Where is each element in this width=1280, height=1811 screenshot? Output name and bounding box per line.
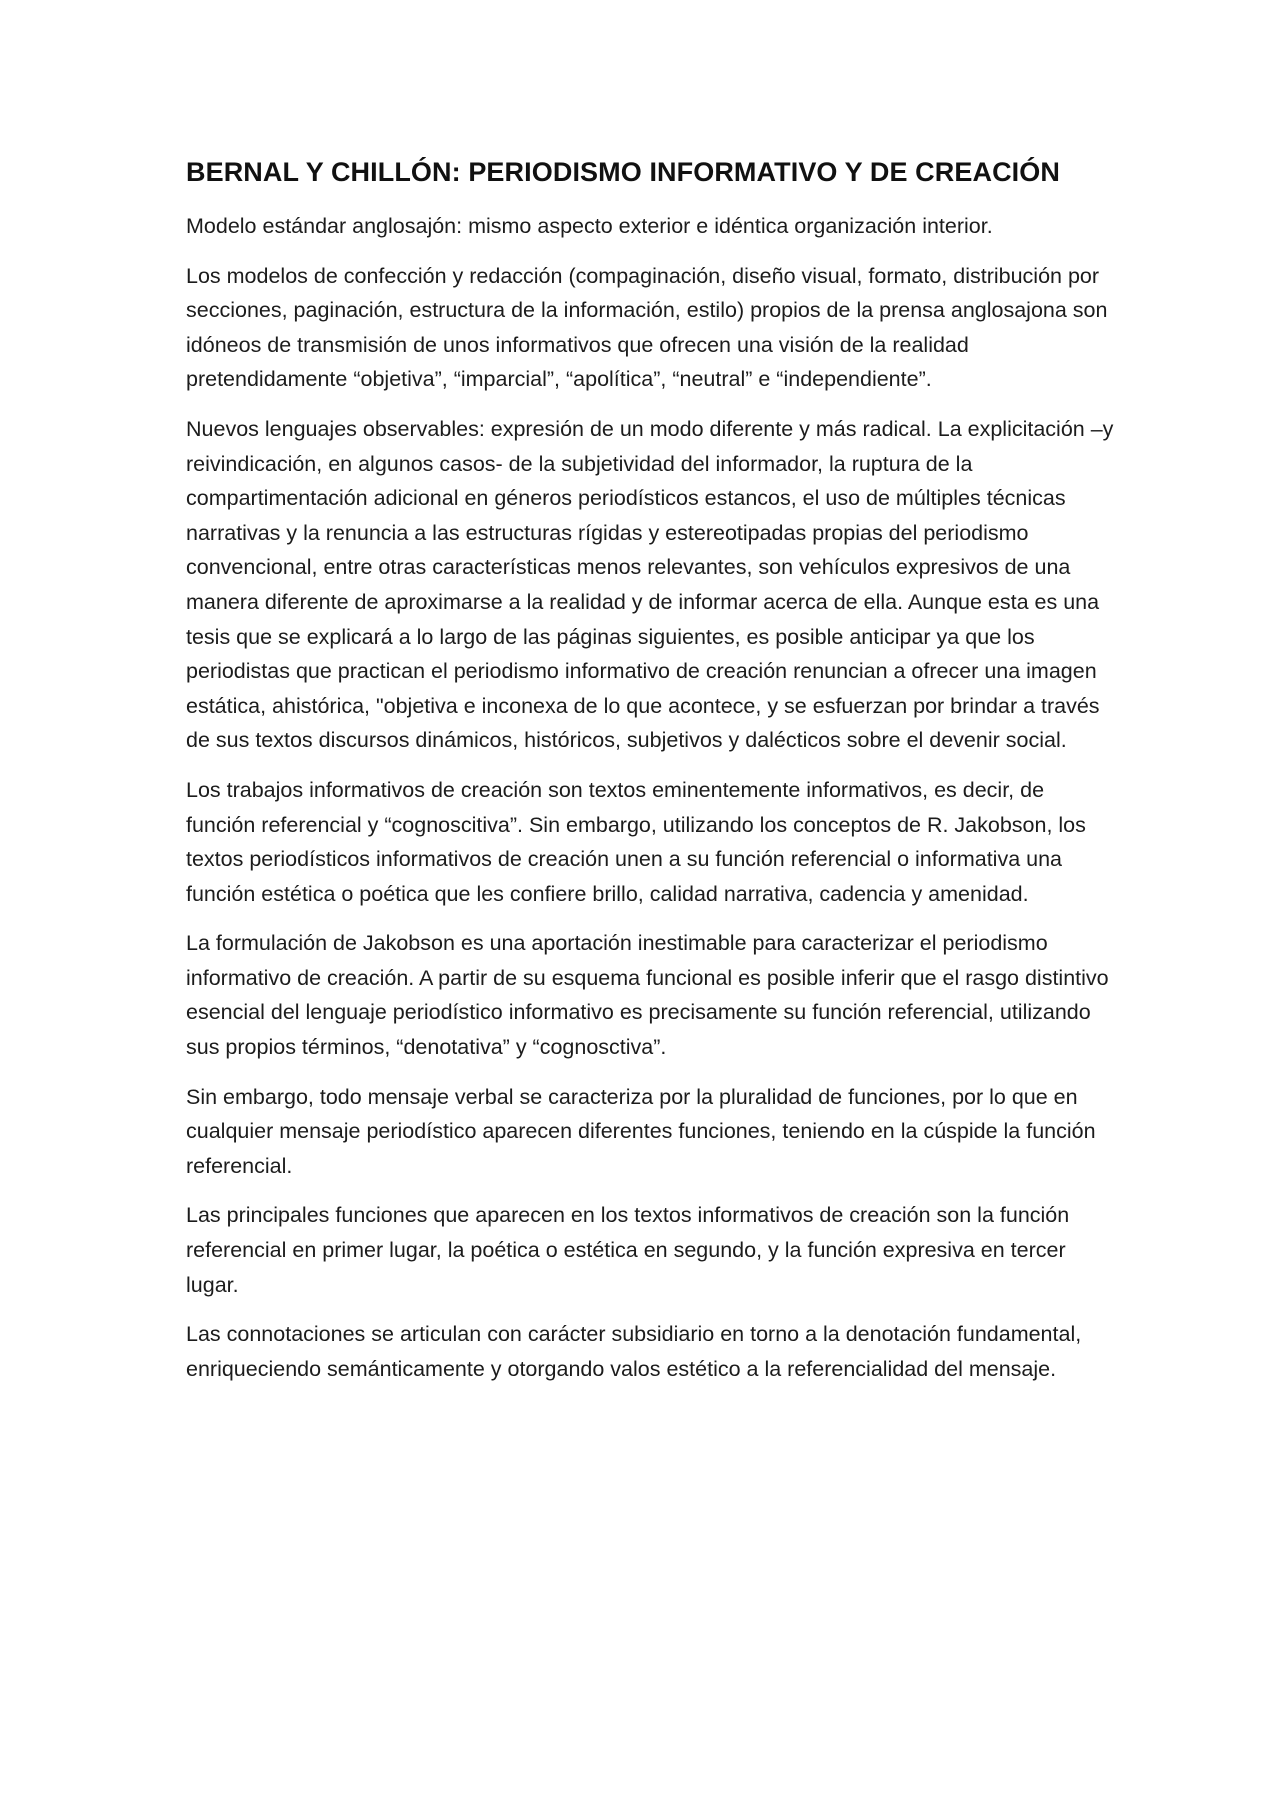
paragraph-nuevos-lenguajes: Nuevos lenguajes observables: expresión de un modo diferente y más radical. La explicitación –y reivindicación, en algunos casos- de la subjetividad del informador, la ruptura de la compartimentación adicional en géneros periodísticos estancos, el uso de múltiples técnicas narrativas y la renuncia a las estructuras rígidas y estereotipadas propias del periodismo convencional, entre otras características menos relevantes, son vehículos expresivos de una manera diferente de aproximarse a la realidad y de informar acerca de ella. Aunque esta es una tesis que se explicará a lo largo de las páginas siguientes, es posible anticipar ya que los periodistas que practican el periodismo informativo de creación renuncian a ofrecer una imagen estática, ahistórica, "objetiva e inconexa de lo que acontece, y se esfuerzan por brindar a través de sus textos discursos dinámicos, históricos, subjetivos y dalécticos sobre el devenir social. — [186, 416, 1114, 753]
paragraph-trabajos-informativos: Los trabajos informativos de creación son textos eminentemente informativos, es decir, de función referencial y “cognoscitiva”. Sin embargo, utilizando los conceptos de R. Jakobson, los textos periodísticos informativos de creación unen a su función referencial o informativa una función estética o poética que les confiere brillo, calidad narrativa, cadencia y amenidad. — [186, 777, 1086, 906]
paragraph-pluralidad-funciones: Sin embargo, todo mensaje verbal se caracteriza por la pluralidad de funciones, por lo que en cualquier mensaje periodístico aparecen diferentes funciones, teniendo en la cúspide la función referencial. — [186, 1084, 1096, 1178]
paragraph-modelos-confeccion: Los modelos de confección y redacción (compaginación, diseño visual, formato, distribución por secciones, paginación, estructura de la información, estilo) propios de la prensa anglosajona son idóneos de transmisión de unos informativos que ofrecen una visión de la realidad pretendidamente “objetiva”, “imparcial”, “apolítica”, “neutral” e “independiente”. — [186, 263, 1108, 392]
paragraph-modelo-estandar: Modelo estándar anglosajón: mismo aspecto exterior e idéntica organización interior. — [186, 214, 993, 238]
document-body — [186, 150, 1116, 1401]
paragraph-connotaciones: Las connotaciones se articulan con carácter subsidiario en torno a la denotación fundamental, enriqueciendo semánticamente y otorgando valos estético a la referencialidad del mensaje. — [186, 1322, 1082, 1381]
document-title: BERNAL Y CHILLÓN: PERIODISMO INFORMATIVO Y DE CREACIÓN — [186, 157, 1060, 187]
paragraph-principales-funciones: Las principales funciones que aparecen en los textos informativos de creación son la función referencial en primer lugar, la poética o estética en segundo, y la función expresiva en tercer lugar. — [186, 1203, 1070, 1297]
paragraph-formulacion-jakobson: La formulación de Jakobson es una aportación inestimable para caracterizar el periodismo informativo de creación. A partir de su esquema funcional es posible inferir que el rasgo distintivo esencial del lenguaje periodístico informativo es precisamente su función referencial, utilizando sus propios términos, “denotativa” y “cognosctiva”. — [186, 931, 1109, 1060]
